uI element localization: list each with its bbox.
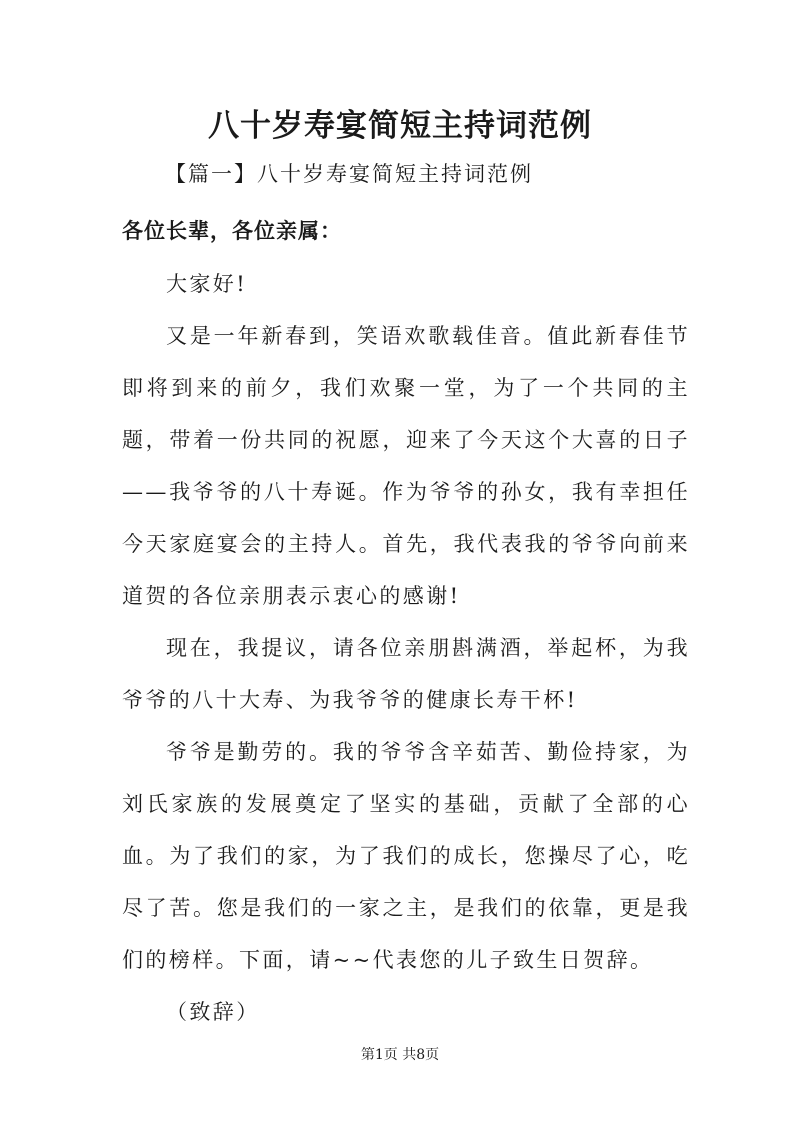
salutation: 各位长辈，各位亲属： xyxy=(122,218,342,243)
paragraph: 爷爷是勤劳的。我的爷爷含辛茹苦、勤俭持家，为刘氏家族的发展奠定了坚实的基础，贡献了全部的心血。为了我们的家，为了我们的成长，您操尽了心，吃尽了苦。您是我们的一家之主，是我们的依靠，更是我们的榜样。下面，请~~代表您的儿子致生日贺辞。 xyxy=(122,740,690,972)
paragraph: （致辞） xyxy=(166,1000,260,1024)
section-heading: 【篇一】八十岁寿宴简短主持词范例 xyxy=(165,162,533,186)
paragraph: 现在，我提议，请各位亲朋斟满酒，举起杯，为我爷爷的八十大寿、为我爷爷的健康长寿干杯! xyxy=(122,636,690,712)
page-footer: 第1页 共8页 xyxy=(360,1047,440,1063)
paragraph: 大家好! xyxy=(166,272,248,296)
document-title: 八十岁寿宴简短主持词范例 xyxy=(208,108,592,144)
paragraph: 又是一年新春到，笑语欢歌载佳音。值此新春佳节即将到来的前夕，我们欢聚一堂，为了一个共同的主题，带着一份共同的祝愿，迎来了今天这个大喜的日子——我爷爷的八十寿诞。作为爷爷的孙女，我有幸担任今天家庭宴会的主持人。首先，我代表我的爷爷向前来道贺的各位亲朋表示衷心的感谢! xyxy=(122,324,690,608)
document-body xyxy=(122,258,690,1038)
